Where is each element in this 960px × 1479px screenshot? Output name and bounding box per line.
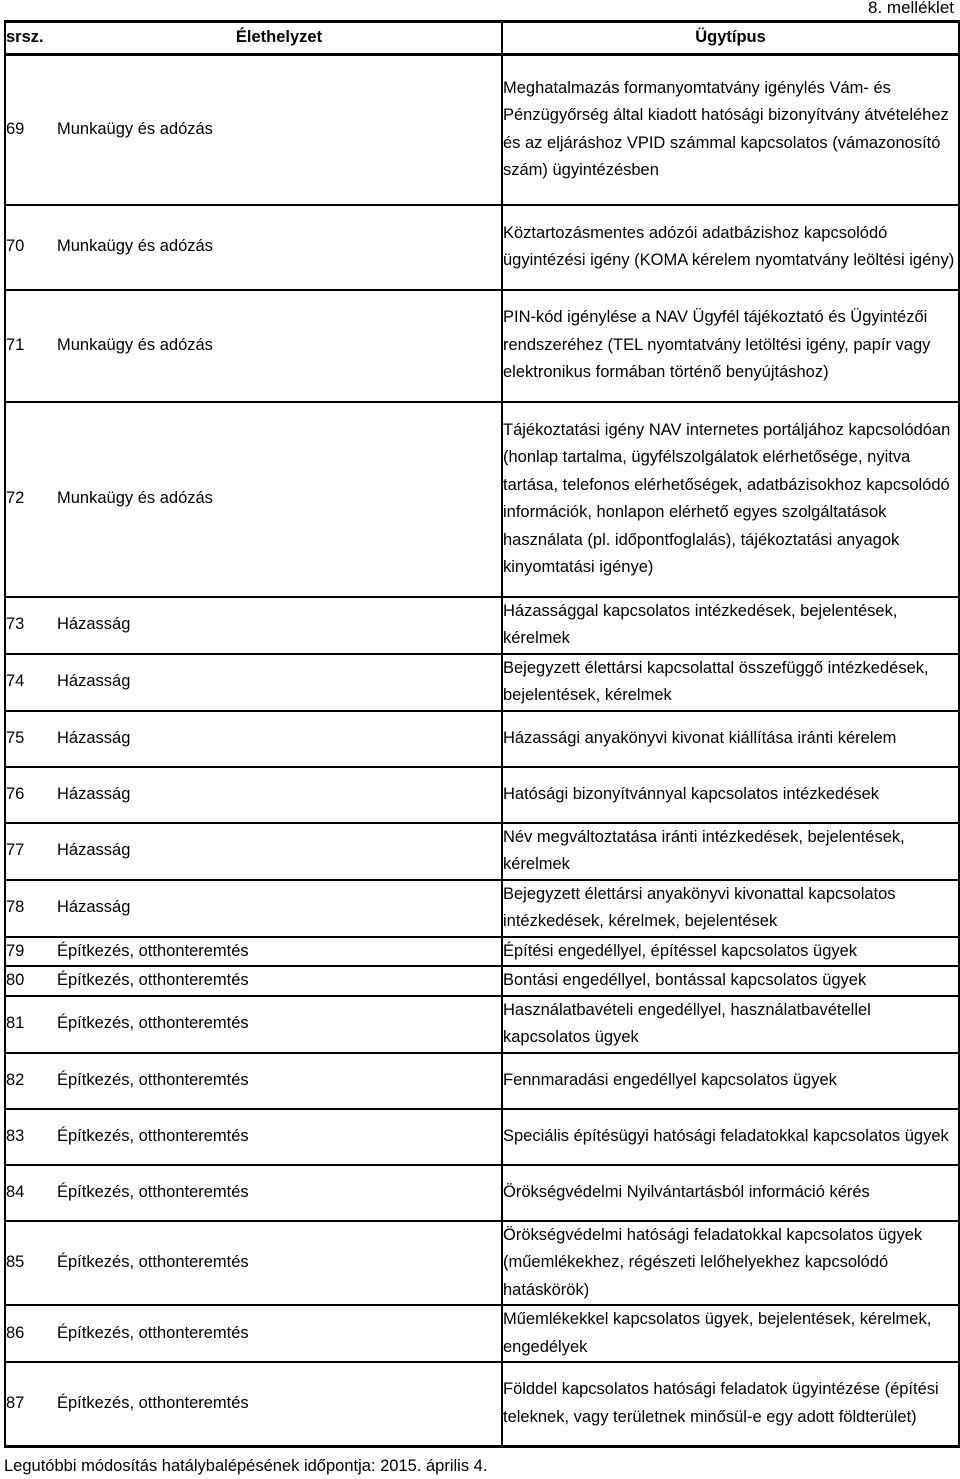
table-row (5, 1165, 959, 1221)
row-case-type: Speciális építésügyi hatósági feladatokkal kapcsolatos ügyek (502, 1109, 959, 1165)
row-case-type: Földdel kapcsolatos hatósági feladatok ügyintézése (építési teleknek, vagy területnek minősül-e egy adott földterület) (502, 1362, 959, 1446)
row-life-situation: Munkaügy és adózás (57, 290, 502, 402)
table-row (5, 937, 959, 967)
row-number: 82 (5, 1053, 57, 1109)
row-life-situation: Építkezés, otthonteremtés (57, 1362, 502, 1446)
row-case-type: Használatbavételi engedéllyel, használatbavétellel kapcsolatos ügyek (502, 996, 959, 1053)
row-number: 84 (5, 1165, 57, 1221)
row-life-situation: Házasság (57, 711, 502, 767)
row-case-type: Név megváltoztatása iránti intézkedések, bejelentések, kérelmek (502, 823, 959, 880)
row-case-type: Hatósági bizonyítvánnyal kapcsolatos intézkedések (502, 767, 959, 823)
row-life-situation: Építkezés, otthonteremtés (57, 996, 502, 1053)
table-row (5, 1221, 959, 1306)
row-number: 74 (5, 654, 57, 711)
row-case-type: Bontási engedéllyel, bontással kapcsolatos ügyek (502, 966, 959, 996)
table-row (5, 1362, 959, 1446)
row-life-situation: Építkezés, otthonteremtés (57, 937, 502, 967)
row-case-type: Bejegyzett élettársi kapcsolattal összefüggő intézkedések, bejelentések, kérelmek (502, 654, 959, 711)
row-case-type: Meghatalmazás formanyomtatvány igénylés Vám- és Pénzügyőrség által kiadott hatósági bizonyítvány átvételéhez és az eljáráshoz VPID számmal kapcsolatos (vámazonosító szám) ügyintézésben (503, 78, 949, 180)
table-row (5, 996, 959, 1053)
row-number: 77 (5, 823, 57, 880)
row-life-situation: Munkaügy és adózás (57, 402, 502, 597)
row-case-type: Házassági anyakönyvi kivonat kiállítása iránti kérelem (502, 711, 959, 767)
row-number: 87 (5, 1362, 57, 1446)
table-row (5, 880, 959, 937)
table-row (5, 597, 959, 654)
row-case-type: Örökségvédelmi hatósági feladatokkal kapcsolatos ügyek (műemlékekhez, régészeti lelőhelyekhez kapcsolódó hatáskörök) (502, 1221, 959, 1306)
row-life-situation: Építkezés, otthonteremtés (57, 1165, 502, 1221)
table-row (5, 711, 959, 767)
row-number: 80 (5, 966, 57, 996)
table-header-row (5, 22, 959, 55)
table-row (5, 1305, 959, 1362)
row-number: 78 (5, 880, 57, 937)
row-case-type: Köztartozásmentes adózói adatbázishoz kapcsolódó ügyintézési igény (KOMA kérelem nyomtatvány leöltési igény) (502, 205, 959, 290)
header-serial-number: srsz. (5, 22, 57, 55)
row-number: 69 (6, 120, 25, 138)
row-number: 70 (5, 205, 57, 290)
row-number: 71 (5, 290, 57, 402)
row-number: 81 (5, 996, 57, 1053)
row-case-type: Tájékoztatási igény NAV internetes portáljához kapcsolódóan (honlap tartalma, ügyfélszolgálatok elérhetősége, nyitva tartása, telefonos elérhetőségek, adatbázisokhoz kapcsolódó információk, honlapon elérhető egyes szolgáltatások használata (pl. időpontfoglalás), tájékoztatási anyagok kinyomtatási igénye) (502, 402, 959, 597)
row-number: 72 (5, 402, 57, 597)
row-number: 75 (5, 711, 57, 767)
row-case-type: PIN-kód igénylése a NAV Ügyfél tájékoztató és Ügyintézői rendszeréhez (TEL nyomtatvány letöltési igény, papír vagy elektronikus formában történő benyújtáshoz) (502, 290, 959, 402)
row-number: 79 (5, 937, 57, 967)
row-case-type: Műemlékekkel kapcsolatos ügyek, bejelentések, kérelmek, engedélyek (502, 1305, 959, 1362)
row-number: 76 (5, 767, 57, 823)
table-row (5, 1109, 959, 1165)
table-row (5, 966, 959, 996)
table-row (5, 1053, 959, 1109)
row-number: 85 (5, 1221, 57, 1306)
row-life-situation: Munkaügy és adózás (57, 205, 502, 290)
row-life-situation: Építkezés, otthonteremtés (57, 1221, 502, 1306)
row-life-situation: Házasság (57, 880, 502, 937)
table-row (5, 654, 959, 711)
row-case-type: Örökségvédelmi Nyilvántartásból információ kérés (502, 1165, 959, 1221)
row-life-situation: Építkezés, otthonteremtés (57, 1053, 502, 1109)
header-life-situation: Élethelyzet (57, 22, 502, 55)
row-life-situation: Házasság (57, 654, 502, 711)
row-case-type: Házassággal kapcsolatos intézkedések, bejelentések, kérelmek (502, 597, 959, 654)
row-number: 86 (5, 1305, 57, 1362)
row-life-situation: Házasság (57, 597, 502, 654)
case-type-table (4, 20, 960, 1448)
table-row (5, 55, 959, 205)
annex-label: 8. melléklet (868, 0, 954, 17)
row-number: 83 (5, 1109, 57, 1165)
table-row (5, 205, 959, 290)
last-amendment-note: Legutóbbi módosítás hatálybalépésének időpontja: 2015. április 4. (4, 1457, 488, 1475)
row-number: 73 (5, 597, 57, 654)
row-life-situation: Házasság (57, 823, 502, 880)
row-life-situation: Építkezés, otthonteremtés (57, 1109, 502, 1165)
table-row (5, 767, 959, 823)
row-case-type: Bejegyzett élettársi anyakönyvi kivonattal kapcsolatos intézkedések, kérelmek, bejelentések (502, 880, 959, 937)
row-case-type: Építési engedéllyel, építéssel kapcsolatos ügyek (502, 937, 959, 967)
table-row (5, 402, 959, 597)
header-case-type: Ügytípus (502, 22, 959, 55)
row-life-situation: Építkezés, otthonteremtés (57, 966, 502, 996)
row-case-type: Fennmaradási engedéllyel kapcsolatos ügyek (502, 1053, 959, 1109)
row-life-situation: Házasság (57, 767, 502, 823)
table-row (5, 823, 959, 880)
table-row (5, 290, 959, 402)
row-life-situation: Építkezés, otthonteremtés (57, 1305, 502, 1362)
row-life-situation: Munkaügy és adózás (57, 55, 502, 205)
